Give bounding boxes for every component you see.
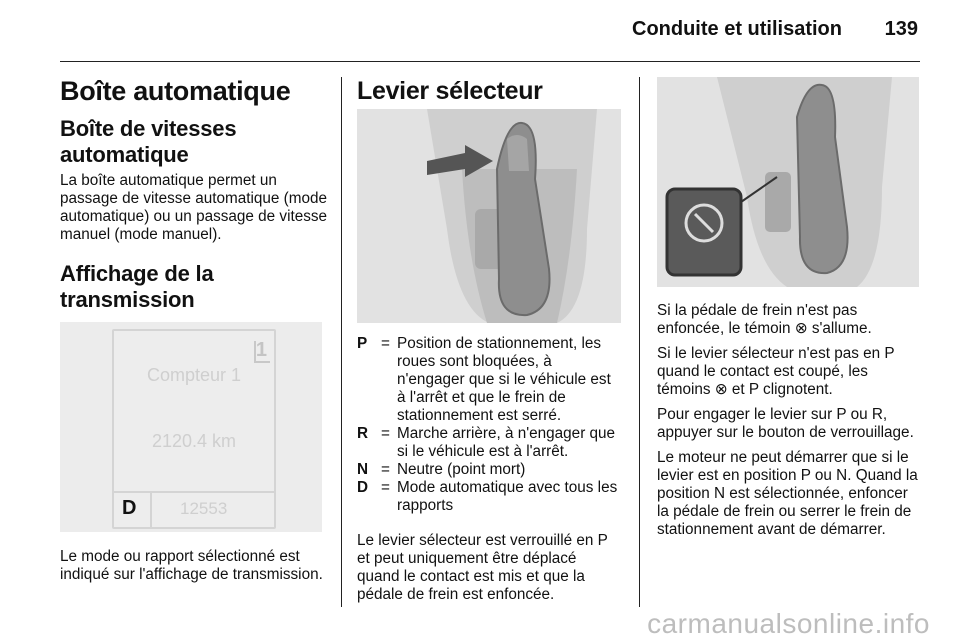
display-caption: Le mode ou rapport sélectionné est indiqué sur l'affichage de transmission. [60, 548, 323, 583]
selector-lever-heading: Levier sélecteur [357, 77, 543, 105]
paragraph-flashing: Si le levier sélecteur n'est pas en P quand le contact est coupé, les témoins ⊗ et P clignotent. [657, 345, 895, 398]
display-label: Compteur 1 [146, 365, 242, 385]
paragraph-lock-button: Pour engager le levier sur P ou R, appuyer sur le bouton de verrouillage. [657, 406, 914, 441]
subheading-automatic-gearbox: Boîte de vitesses automatique [60, 116, 237, 167]
definition-d [357, 479, 623, 515]
display-divider-v [150, 493, 152, 527]
display-value: 2120.4 km [151, 431, 237, 451]
odometer-value: 12553 [180, 499, 228, 518]
definition-key: D [357, 479, 369, 496]
header-rule [60, 61, 920, 62]
transmission-display-image [60, 322, 322, 532]
definition-eq: = [381, 335, 390, 352]
column-1 [60, 68, 330, 313]
definition-key: P [357, 335, 368, 352]
page-header [0, 18, 960, 48]
watermark: carmanualsonline.info [647, 608, 930, 639]
selector-lever-illustration [357, 109, 621, 323]
column-divider-2 [639, 77, 640, 607]
gear-definitions [357, 335, 623, 604]
display-corner-digit: 1 [255, 339, 267, 361]
paragraph-engine-start: Le moteur ne peut démarrer que si le levier est en position P ou N. Quand la position N est sélectionnée, enfoncer la pédale de frein ou serrer le frein de stationnement avant de démarrer. [657, 449, 918, 538]
definition-r [357, 425, 623, 461]
definition-text: Position de stationnement, les roues sont bloquées, à n'engager que si le véhicule est à l'arrêt et que le frein de stationnement est serré. [397, 335, 611, 424]
main-heading: Boîte automatique [60, 76, 291, 106]
definition-eq: = [381, 425, 390, 442]
definition-n [357, 461, 623, 479]
intro-paragraph: La boîte automatique permet un passage de vitesse automatique (mode automatique) ou un passage de vitesse manuel (mode manuel). [60, 172, 328, 243]
definition-eq: = [381, 461, 390, 478]
subheading-transmission-display: Affichage de la transmission [60, 261, 214, 312]
lock-note: Le levier sélecteur est verrouillé en P et peut uniquement être déplacé quand le contact est mis et que la pédale de frein est enfoncée. [357, 532, 608, 603]
definition-text: Mode automatique avec tous les rapports [397, 479, 618, 514]
definition-key: N [357, 461, 369, 478]
definition-key: R [357, 425, 369, 442]
paragraph-brake-light: Si la pédale de frein n'est pas enfoncée, le témoin ⊗ s'allume. [657, 302, 872, 337]
display-divider [114, 491, 274, 493]
brake-lever-illustration [657, 77, 919, 287]
definition-p [357, 335, 623, 425]
definition-eq: = [381, 479, 390, 496]
section-title: Conduite et utilisation [632, 18, 842, 40]
definition-text: Marche arrière, à n'engager que si le véhicule est à l'arrêt. [397, 425, 616, 460]
brake-warning-image [657, 77, 919, 287]
display-frame [112, 329, 276, 529]
column-3-text [657, 302, 921, 539]
definition-text: Neutre (point mort) [397, 461, 526, 478]
column-divider-1 [341, 77, 342, 607]
selector-lever-image [357, 109, 621, 323]
column-2 [357, 68, 623, 108]
page-number: 139 [884, 18, 918, 40]
gear-indicator: D [122, 497, 137, 519]
